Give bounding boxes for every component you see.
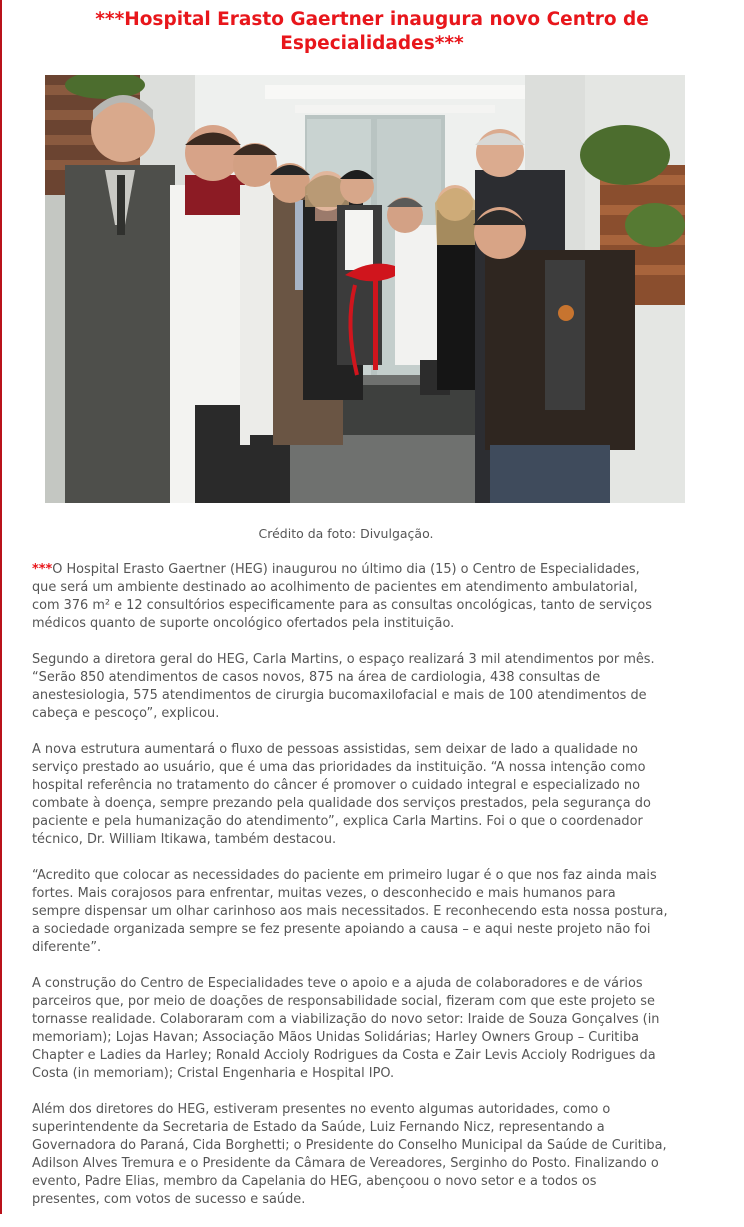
photo-caption: Crédito da foto: Divulgação. bbox=[258, 526, 434, 541]
paragraph-marker: *** bbox=[32, 562, 53, 577]
article-paragraph-5: A construção do Centro de Especialidades teve o apoio e a ajuda de colaboradores e de vários parceiros que, por meio de doações de responsabilidade social, fizeram com que este projeto se tornasse realidade. Colaboraram com a viabilização do novo setor: Iraide de Souza Gonçalves (in memoriam); Lojas Havan; Associação Mãos Unidas Solidárias; Harley Owners Group – Curitiba Chapter e Ladies da Harley; Ronald Accioly Rodrigues da Costa e Zair Levis Accioly Rodrigues da Costa (in memoriam); Cristal Engenharia e Hospital IPO. bbox=[32, 976, 660, 1081]
article-body bbox=[32, 561, 668, 1227]
article-photo bbox=[45, 75, 685, 503]
article-paragraph-2: Segundo a diretora geral do HEG, Carla Martins, o espaço realizará 3 mil atendimentos por mês. “Serão 850 atendimentos de casos novos, 875 na área de cardiologia, 438 consultas de anestesiologia, 575 atendimentos de cirurgia bucomaxilofacial e mais de 100 atendimentos de cabeça e pescoço”, explicou. bbox=[32, 652, 655, 721]
article-title: ***Hospital Erasto Gaertner inaugura novo Centro de Especialidades*** bbox=[95, 9, 649, 54]
article-paragraph-4: “Acredito que colocar as necessidades do paciente em primeiro lugar é o que nos faz ainda mais fortes. Mais corajosos para enfrentar, muitas vezes, o desconhecido e mais humanos para sempre dispensar um olhar carinhoso aos mais necessitados. E reconhecendo esta nossa postura, a sociedade organizada sempre se fez presente apoiando a causa – e aqui neste projeto não foi diferente”. bbox=[32, 868, 668, 955]
article-paragraph-1 bbox=[32, 561, 668, 633]
left-border-rule bbox=[0, 0, 2, 1214]
paragraph-text: O Hospital Erasto Gaertner (HEG) inaugurou no último dia (15) o Centro de Especialidades, que será um ambiente destinado ao acolhimento de pacientes em atendimento ambulatorial, com 376 m² e 12 consultórios especificamente para as consultas oncológicas, tanto de serviços médicos quanto de suporte oncológico ofertados pela instituição. bbox=[32, 562, 652, 631]
article-paragraph-3: A nova estrutura aumentará o fluxo de pessoas assistidas, sem deixar de lado a qualidade no serviço prestado ao usuário, que é uma das prioridades da instituição. “A nossa intenção como hospital referência no tratamento do câncer é promover o cuidado integral e especializado no combate à doença, sempre prezando pela qualidade dos serviços prestados, pela segurança do paciente e pela humanização do atendimento”, explica Carla Martins. Foi o que o coordenador técnico, Dr. William Itikawa, também destacou. bbox=[32, 742, 651, 847]
article-paragraph-6: Além dos diretores do HEG, estiveram presentes no evento algumas autoridades, como o superintendente da Secretaria de Estado da Saúde, Luiz Fernando Nicz, representando a Governadora do Paraná, Cida Borghetti; o Presidente do Conselho Municipal da Saúde de Curitiba, Adilson Alves Tremura e o Presidente da Câmara de Vereadores, Serginho do Posto. Finalizando o evento, Padre Elias, membro da Capelania do HEG, abençoou o novo setor e a todos os presentes, com votos de sucesso e saúde. bbox=[32, 1102, 667, 1207]
